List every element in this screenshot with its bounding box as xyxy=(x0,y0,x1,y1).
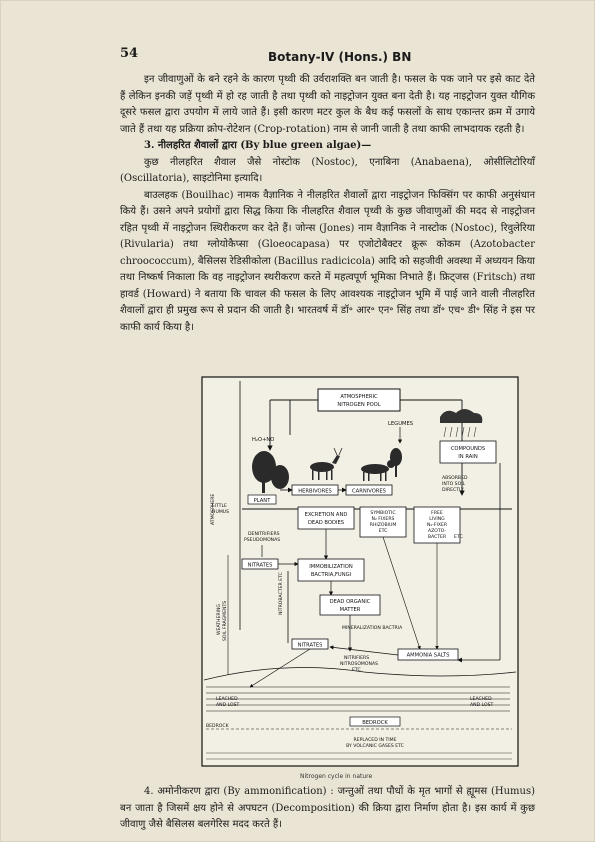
label-directly: DIRECTLY xyxy=(442,488,464,493)
label-dead-bodies: DEAD BODIES xyxy=(307,520,345,526)
label-leached-2: LEACHED xyxy=(470,697,492,702)
nitrogen-cycle-diagram xyxy=(200,375,520,768)
label-n2-fixer: N₂-FIXER xyxy=(426,523,448,528)
label-h2o-no: H₂O+NO xyxy=(252,437,275,443)
label-immobilization: IMMOBILIZATION xyxy=(309,564,353,570)
label-bedrock-left: BEDROCK xyxy=(206,724,229,729)
label-atmosphere: ATMOSPHERE xyxy=(211,493,216,525)
label-bacter: BACTER xyxy=(427,535,447,540)
label-pseudomonas: PSEUDOMONAS xyxy=(244,538,281,543)
label-nitrates-1: NITRATES xyxy=(247,562,273,569)
label-etc-2: ETC xyxy=(454,535,463,540)
body-text-upper xyxy=(120,72,535,336)
paragraph-ammonification: 4. अमोनीकरण द्वारा (By ammonification) : जन्तुओं तथा पौधों के मृत भागों से ह्यूमस (Humus) बन जाता है जिसमें क्षय होने से अपघटन (Decomposition) की क्रिया द्वारा निर्माण होता है। इस कार्य में कुछ जीवाणु जैसे बैसिलस बलगेरिस मदद करते हैं। xyxy=(120,786,535,830)
label-free: FREE xyxy=(431,511,443,516)
label-etc-3: ETC xyxy=(352,668,361,673)
label-azoto: AZOTO- xyxy=(427,529,447,534)
label-n2-fixers: N₂ FIXERS xyxy=(371,517,395,522)
label-matter: MATTER xyxy=(339,607,361,613)
section-heading-blue-green-algae: 3. नीलहरित शैवालों द्वारा (By blue green algae)— xyxy=(144,140,372,151)
label-into-soil: INTO SOIL xyxy=(442,482,466,487)
paragraph-crop-rotation: इन जीवाणुओं के बने रहने के कारण पृथ्वी की उर्वराशक्ति बन जाती है। फसल के पक जाने पर इसे काट देते हैं लेकिन इनकी जड़ें पृथ्वी में हो रह जाती है तथा पृथ्वी को नाइट्रोजन युक्त बना देती है। यह नाइट्रोजन युक्त यौगिक दूसरे फसल द्वारा उपयोग में लाये जाते हैं। इसी कारण मटर कुल के बैध कई फसलों के साथ एकान्तर क्रम में उगाये जाते हैं तथा यह प्रक्रिया क्रोप-रोटेशन (Crop-rotation) नाम से जानी जाती है तथा काफी लाभदायक रहती है। xyxy=(120,74,535,135)
label-bactria-fungi: BACTRIA,FUNGI xyxy=(310,572,352,578)
label-atmospheric: ATMOSPHERIC xyxy=(340,394,378,400)
label-plant: PLANT xyxy=(253,498,271,504)
label-denitrifiers: DENITRIFIERS xyxy=(248,532,280,537)
figure-caption: Nitrogen cycle in nature xyxy=(300,773,373,780)
label-compounds: COMPOUNDS xyxy=(450,446,486,452)
label-dead-organic: DEAD ORGANIC xyxy=(329,599,371,605)
label-nitrates-2: NITRATES xyxy=(297,642,323,649)
running-head: Botany-IV (Hons.) BN xyxy=(268,50,412,64)
label-living: LIVING xyxy=(429,517,445,522)
label-by-volcanic: BY VOLCANIC GASES ETC xyxy=(346,744,404,749)
label-and-lost-2: AND LOST xyxy=(470,703,494,708)
label-in-rain: IN RAIN xyxy=(458,454,478,460)
label-soil-fragments: SOIL FRAGMENTS xyxy=(223,600,228,641)
label-absorbed: ABSORBED xyxy=(442,476,468,481)
label-nitrifiers: NITRIFIERS xyxy=(344,656,370,661)
label-nitrobacter: NITROBACTER ETC xyxy=(279,572,284,615)
label-herbivores: HERBIVORES xyxy=(298,488,332,495)
label-little: LITTLE xyxy=(212,504,227,509)
label-etc-1: ETC xyxy=(378,529,388,534)
label-ammonia-salts: AMMONIA SALTS xyxy=(406,652,450,659)
label-weathering: WEATHERING xyxy=(217,604,222,635)
label-humus: HUMUS xyxy=(212,510,230,515)
label-mineralization: MINERALIZATION BACTRIA xyxy=(342,626,403,631)
label-legumes: LEGUMES xyxy=(388,421,414,427)
label-and-lost-1: AND LOST xyxy=(216,703,240,708)
paragraph-bouilhac-research: बाउलहक (Bouilhac) नामक वैज्ञानिक ने नीलहरित शैवालों द्वारा नाइट्रोजन फिक्सिंग पर काफी अनुसंधान किये हैं। उसने अपने प्रयोगों द्वारा सिद्ध किया कि नीलहरित शैवाल पृथ्वी के कुछ जीवाणुओं की मदद से नाइट्रोजन रहित पृथ्वी में नाइट्रोजन स्थिरीकरण कर देते हैं। जोन्स (Jones) नाम वैज्ञानिक ने नास्टोक (Nostoc), रिवुलेरिया (Rivularia) तथा ग्लोयोकैप्सा (Gloeocapasa) पर एजोटोबैक्टर क्रूरू कोकम (Azotobacter chroococcum), बैसिलस रेडिसीकोला (Bacillus radicicola) आदि को सहजीवी अवस्था में अध्ययन किया तथा निष्कर्ष निकाला कि वह नाइट्रोजन स्थरीकरण करते में महत्वपूर्ण भूमिका निभाते हैं। फ्रिट्जस (Fritsch) तथा हावर्ड (Howard) ने बताया कि चावल की फसल के लिए आवश्यक नाइट्रोजन भूमि में पाई जाने वाली नीलहरित शैवालों द्वारा ही प्रमुख रूप से प्रदान की जाती है। भारतवर्ष में डॉ॰ आर॰ एन॰ सिंह तथा डॉ॰ एच॰ डी॰ सिंह ने इस पर काफी कार्य किया है। xyxy=(120,189,535,333)
label-leached-1: LEACHED xyxy=(216,697,238,702)
nitrogen-cycle-figure xyxy=(200,375,520,768)
label-rhizobium: RHIZOBIUM xyxy=(369,523,397,528)
label-symbiotic: SYMBIOTIC xyxy=(370,511,396,516)
label-nitrosomonas: NITROSOMONAS xyxy=(340,662,379,667)
label-nitrogen-pool: NITROGEN POOL xyxy=(337,402,381,408)
label-excretion: EXCRETION AND xyxy=(304,512,348,518)
label-replaced: REPLACED IN TIME xyxy=(353,738,397,743)
label-bedrock: BEDROCK xyxy=(362,720,388,726)
body-text-lower xyxy=(120,784,535,834)
label-carnivores: CARNIVORES xyxy=(352,488,386,495)
page-number: 54 xyxy=(120,46,139,61)
paragraph-algae-examples: कुछ नीलहरित शैवाल जैसे नोस्टोक (Nostoc), एनाबिना (Anabaena), ओसीलिटोरियाँ (Oscillatoria), साइटोनिमा इत्यादि। xyxy=(120,156,535,184)
